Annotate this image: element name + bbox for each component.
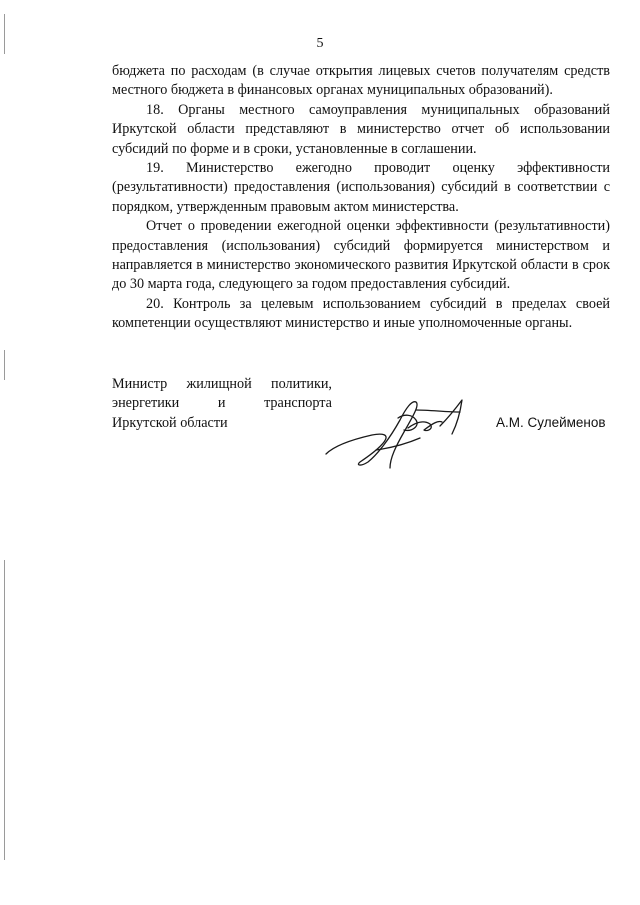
- title-word: жилищной: [186, 376, 252, 392]
- paragraph-18: 18. Органы местного самоуправления муниципальных образований Иркутской области представляют в министерство отчет об использовании субсидий по форме и в сроки, установленные в соглашении.: [112, 101, 610, 157]
- title-word: Министр: [112, 376, 168, 392]
- title-word: транспорта: [264, 395, 332, 412]
- signer-name: А.М. Сулейменов: [496, 415, 606, 430]
- title-word: энергетики: [112, 395, 180, 412]
- document-body: [112, 62, 610, 334]
- signatory-title-line-1: [112, 375, 332, 394]
- paragraph-20: 20. Контроль за целевым использованием субсидий в пределах своей компетенции осуществляют министерство и иные уполномоченные органы.: [112, 295, 610, 332]
- page-number: 5: [316, 36, 324, 51]
- signatory-title-line-2: [112, 394, 332, 413]
- title-word: Иркутской области: [112, 414, 228, 431]
- signatory-title-line-3: [112, 414, 332, 433]
- paragraph-report: Отчет о проведении ежегодной оценки эффективности (результативности) предоставления (использования) субсидий формируется министерством и направляется в министерство экономического развития Иркутской области в срок до 30 марта года, следующего за годом предоставления субсидий.: [112, 218, 610, 293]
- handwritten-signature: [320, 388, 480, 472]
- scan-edge-mark: [4, 14, 5, 54]
- paragraph-19: 19. Министерство ежегодно проводит оценку эффективности (результативности) предоставления (использования) субсидий в соответствии с порядком, утвержденным правовым актом министерства.: [112, 160, 610, 215]
- paragraph-continuation: бюджета по расходам (в случае открытия лицевых счетов получателям средств местного бюджета в финансовых органах муниципальных образований).: [112, 63, 610, 99]
- title-word: политики,: [270, 376, 332, 392]
- scan-edge-mark: [4, 350, 5, 380]
- scan-edge-mark: [4, 560, 5, 860]
- title-word: и: [217, 395, 226, 412]
- signatory-title: [112, 375, 332, 433]
